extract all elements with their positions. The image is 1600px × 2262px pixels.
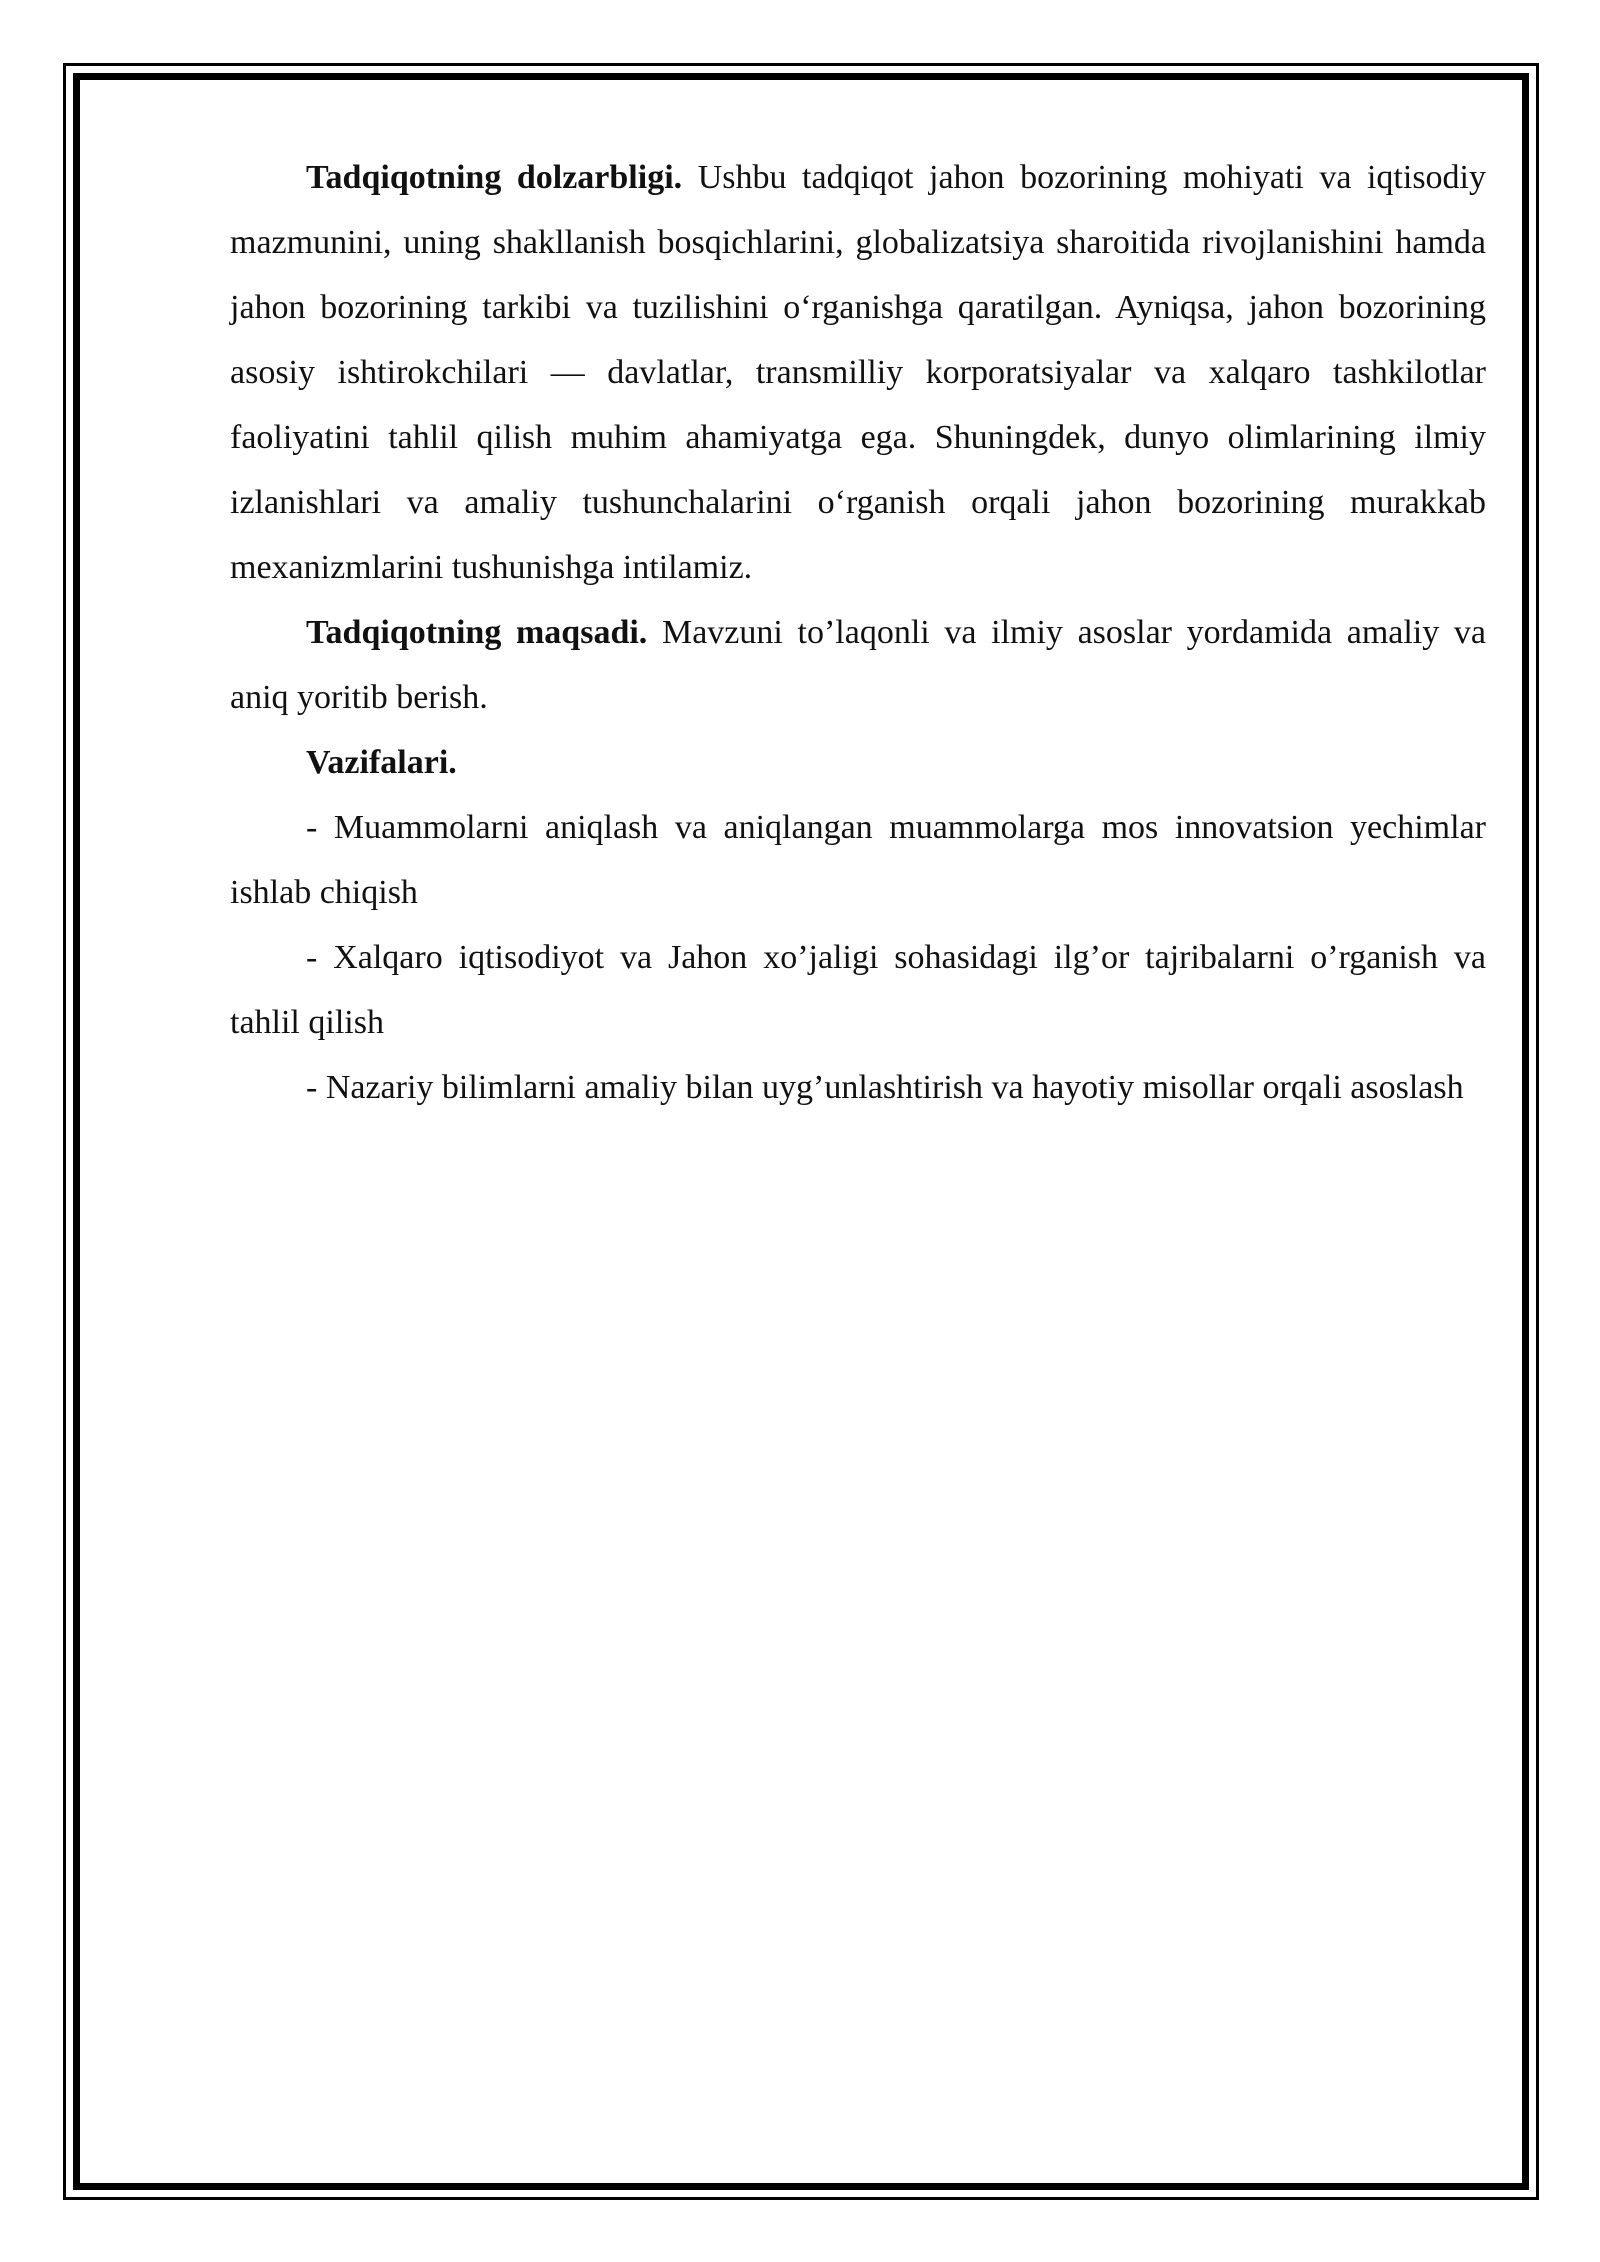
relevance-text: Ushbu tadqiqot jahon bozorining mohiyati va iqtisodiy mazmunini, uning shakllanish bosqichlarini, globalizatsiya sharoitida rivojlanishini hamda jahon bozorining tarkibi va tuzilishini o‘rganishga qaratilgan. Ayniqsa, jahon bozorining asosiy ishtirokchilari — davlatlar, transmilliy korporatsiyalar va xalqaro tashkilotlar faoliyatini tahlil qilish muhim ahamiyatga ega. Shuningdek, dunyo olimlarining ilmiy izlanishlari va amaliy tushunchalarini o‘rganish orqali jahon bozorining murakkab mexanizmlarini tushunishga intilamiz. — [230, 159, 1487, 586]
goal-text: Mavzuni to’laqonli va ilmiy asoslar yordamida amaliy va aniq yoritib berish. — [230, 614, 1487, 716]
relevance-heading: Tadqiqotning dolzarbligi. — [306, 159, 683, 196]
tasks-heading: Vazifalari. — [306, 744, 457, 781]
goal-paragraph — [230, 600, 1486, 730]
task-item: - Muammolarni aniqlash va aniqlangan muammolarga mos innovatsion yechimlar ishlab chiqish — [230, 809, 1486, 911]
task-item: - Xalqaro iqtisodiyot va Jahon xo’jaligi sohasidagi ilg’or tajribalarni o’rganish va tahlil qilish — [230, 939, 1486, 1041]
relevance-paragraph — [230, 145, 1486, 600]
tasks-heading-paragraph — [230, 730, 1486, 795]
task-item: - Nazariy bilimlarni amaliy bilan uyg’unlashtirish va hayotiy misollar orqali asoslash — [306, 1069, 1464, 1106]
document-body — [230, 145, 1486, 1120]
goal-heading: Tadqiqotning maqsadi. — [306, 614, 648, 651]
